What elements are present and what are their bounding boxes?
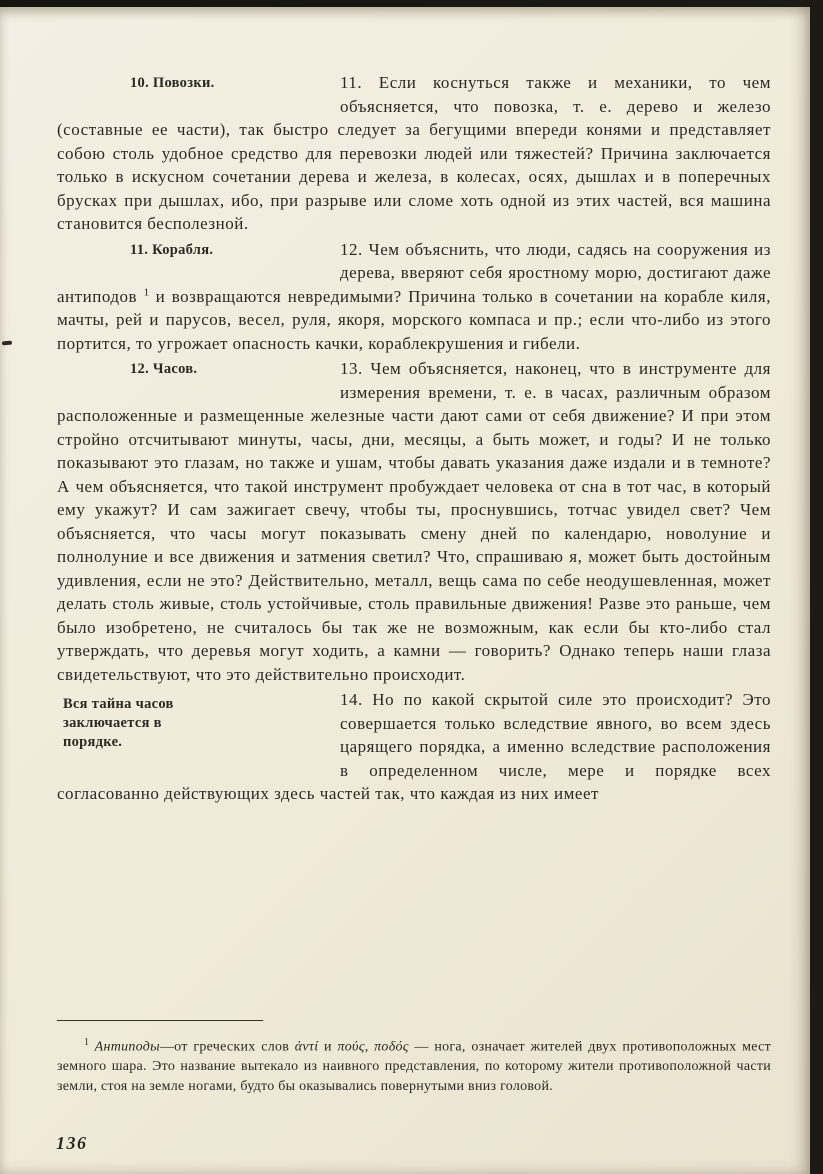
paragraph-11-carts xyxy=(57,71,771,236)
footnote-separator-rule xyxy=(57,1020,263,1021)
margin-note-label: 11. Корабля. xyxy=(130,241,214,258)
margin-note-label: 10. Повозки. xyxy=(130,75,215,91)
footnote-marker: 1 xyxy=(84,1037,89,1048)
footnote-greek-word: ἀντί xyxy=(294,1039,319,1055)
paragraph-14-order xyxy=(57,688,771,806)
paragraph-text: 14. Но по какой скрытой силе это происходит? Это совершается только вследствие явного, во всем здесь царящего порядка, а именно вследствие расположения в определенном числе, мере и порядке всех согласованно действующих здесь частей так, что каждая из них имеет xyxy=(57,690,771,803)
footnote-greek-word: πούς, ποδός xyxy=(337,1039,409,1055)
margin-note-clock-secret xyxy=(57,688,340,782)
paragraph-13-clock xyxy=(57,357,771,686)
margin-note-ship xyxy=(57,238,340,285)
paragraph-text: и возвращаются невредимыми? Причина только в сочетании на корабле киля, мачты, рей и парусов, весел, руля, якоря, морского компаса и пр.; если что-либо из этого портится, то угрожает опасность качки, кораблекрушения и гибели. xyxy=(57,286,771,353)
footnote xyxy=(57,1033,771,1096)
paragraph-text: 13. Чем объясняется, наконец, что в инструменте для измерения времени, т. е. в часах, различным образом расположенные и размещенные железные части дают сами от себя движение? И при этом стройно отсчитывают минуты, часы, дни, месяцы, а быть может, и годы? И не только показывают это глазам, но также и ушам, чтобы давать указания даже издали и в темноте? А чем объясняется, что такой инструмент пробуждает человека от сна в тот час, в который ему укажут? И сам зажигает свечу, чтобы ты, проснувшись, тотчас увидел свет? Чем объясняется, что часы могут показывать смену дней по календарю, новолуние и полнолуние и все движения и затмения светил? Что, спрашиваю я, может быть достойным удивления, если не это? Действительно, металл, вещь сама по себе неодушевленная, может делать столь живые, столь устойчивые, столь правильные движения! Разве это раньше, чем было изобретено, не считалось бы так же не возможным, как если бы кто-либо стал утверждать, что деревья могут ходить, а камни — говорить? Однако теперь наши глаза свидетельствуют, что это действительно происходит. xyxy=(57,359,771,684)
footnote-reference: 1 xyxy=(143,285,150,298)
scan-artifact-mark xyxy=(2,341,12,346)
page-surface xyxy=(0,7,810,1174)
footnote-text: и xyxy=(318,1039,338,1055)
paragraph-12-ship xyxy=(57,238,771,356)
margin-note-clock xyxy=(57,357,340,404)
paragraph-text: 12. Чем объяснить, что люди, садясь на сооружения из дерева, вверяют себя яростному морю, достигают даже антиподов xyxy=(57,239,771,306)
margin-note-label: 12. Часов. xyxy=(130,361,198,377)
footnote-text: —от греческих слов xyxy=(159,1039,295,1055)
margin-note-label: Вся тайна часов заключается в порядке. xyxy=(63,696,174,750)
main-text-block xyxy=(57,71,771,1023)
footnote-term: Антиподы xyxy=(94,1039,160,1055)
footnote-text: — нога, означает жителей двух противоположных мест земного шара. Это название вытекало из наивного представления, по которому жители противоположной части земли, стоя на земле ногами, будто бы оказывались повернутыми вниз головой. xyxy=(57,1039,771,1094)
page-number: 136 xyxy=(56,1133,88,1153)
paragraph-text: 11. Если коснуться также и механики, то чем объясняется, что повозка, т. е. дерево и железо (составные ее части), так быстро следует за бегущими впереди конями и представляет собою столь удобное средство для перевозки людей или тяжестей? Причина заключается только в искусном сочетании дерева и железа, в колесах, осях, дышлах и в поперечных брусках при дышлах, ибо, при разрыве или сломе хоть одной из этих частей, вся машина становится бесполезной. xyxy=(57,73,771,233)
margin-note-carts xyxy=(57,71,340,118)
